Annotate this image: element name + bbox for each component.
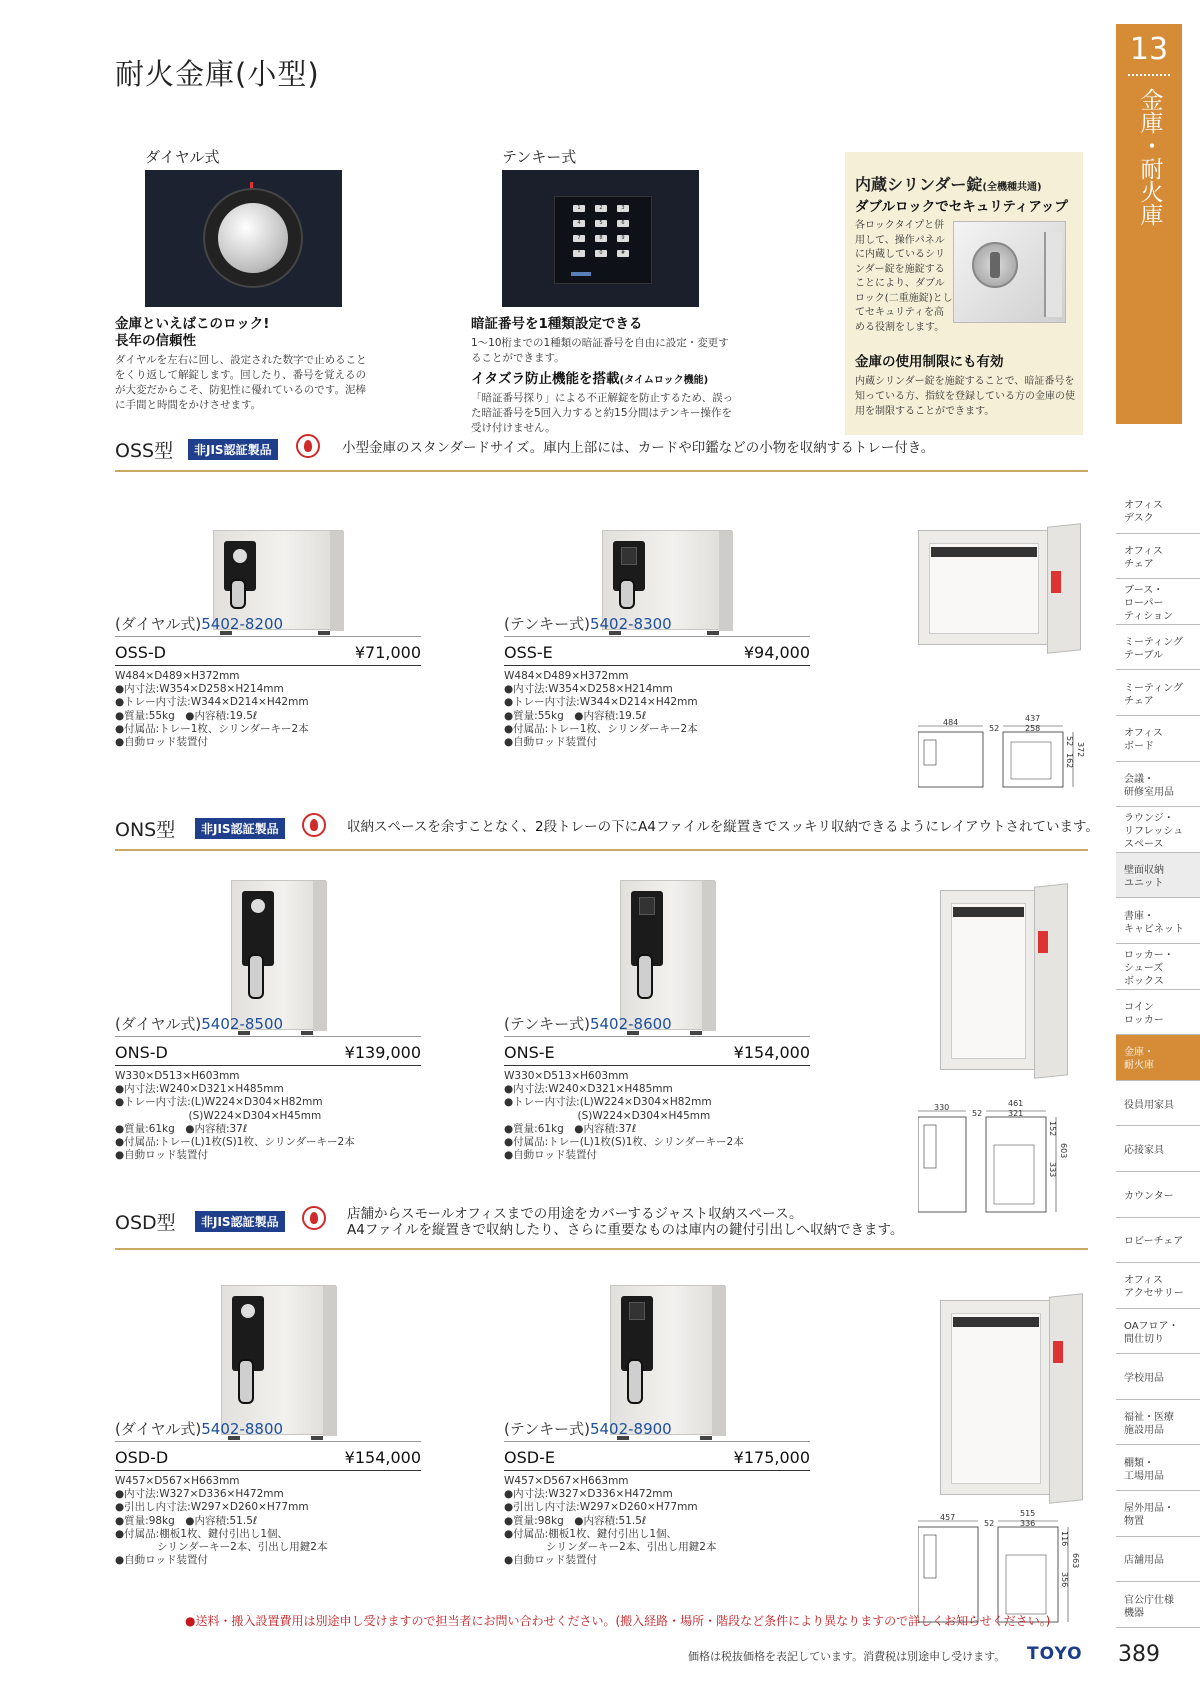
keypad-key: * <box>573 250 585 257</box>
dial-heading-2: 長年の信頼性 <box>115 333 196 349</box>
dimension-diagram <box>918 1099 1093 1225</box>
dim-top: 152 <box>1048 1121 1057 1137</box>
product-code-line <box>115 1013 421 1037</box>
certification-badge: 非JIS認証製品 <box>195 818 285 839</box>
lock-type: (ダイヤル式) <box>115 1420 202 1438</box>
product-code: 5402-8200 <box>201 615 284 633</box>
dial-lock-label: ダイヤル式 <box>145 148 220 166</box>
dim-height: 603 <box>1059 1143 1068 1159</box>
cylinder-body-2: 内蔵シリンダー錠を施錠することで、暗証番号を知っている方、指紋を登録している方の金庫の使用を制限することができます。 <box>855 376 1075 417</box>
handle-icon <box>230 579 246 609</box>
side-nav-item[interactable]: ロッカー・ シューズ ボックス <box>1116 944 1200 990</box>
safe-image <box>610 1285 725 1435</box>
price: ¥94,000 <box>743 643 810 662</box>
safe-image <box>221 1285 336 1435</box>
chapter-name: 金庫・耐火庫 <box>1136 88 1163 226</box>
shipping-note: ●送料・搬入設置費用は別途申し受けますので担当者にお問い合わせください。(搬入経路・場所・階段など条件により異なりますので詳しくお知らせください。) <box>185 1614 1051 1628</box>
dim-top: 52 <box>1065 736 1074 747</box>
price: ¥154,000 <box>733 1043 810 1062</box>
keypad-key: 9 <box>617 235 629 242</box>
dim-height: 663 <box>1071 1553 1080 1569</box>
dial-heading-1: 金庫といえばこのロック! <box>115 316 270 332</box>
side-nav-item[interactable]: オフィス アクセサリー <box>1116 1263 1200 1309</box>
page-title: 耐火金庫(小型) <box>115 57 320 91</box>
dial-icon <box>205 190 301 286</box>
handle-icon <box>238 1359 254 1404</box>
dim-inner-height: 162 <box>1065 753 1074 769</box>
keypad-key: 5 <box>595 220 607 227</box>
side-nav-item[interactable]: ロビーチェア <box>1116 1218 1200 1264</box>
price: ¥139,000 <box>344 1043 421 1062</box>
product-code-line <box>115 613 421 637</box>
section-description: 収納スペースを余すことなく、2段トレーの下にA4ファイルを縦置きでスッキリ収納できるようにレイアウトされています。 <box>347 819 1099 835</box>
product-code-line <box>504 1013 810 1037</box>
section-description: 店舗からスモールオフィスまでの用途をカバーするジャスト収納スペース。 A4ファイルを縦置きで収納したり、さらに重要なものは庫内の鍵付引出しへ収納できます。 <box>347 1206 904 1238</box>
handle-icon <box>619 579 635 609</box>
side-nav-item[interactable]: カウンター <box>1116 1172 1200 1218</box>
model-name: OSD-E <box>504 1448 555 1467</box>
cylinder-body-1: 各ロックタイプと併用して、操作パネルに内蔵しているシリンダー錠を施錠することにより、ダブルロック(二重施錠)としてセキュリティを高める役割をします。 <box>855 220 953 333</box>
dim-width: 330 <box>934 1103 950 1112</box>
keypad-key: 3 <box>617 205 629 212</box>
dim-depth: 515 <box>1020 1509 1036 1518</box>
section-description: 小型金庫のスタンダードサイズ。庫内上部には、カードや印鑑などの小物を収納するトレー付き。 <box>342 440 935 456</box>
product-code: 5402-8500 <box>201 1015 284 1033</box>
fireproof-icon <box>302 1206 326 1230</box>
certification-badge: 非JIS認証製品 <box>188 439 278 460</box>
side-nav-item[interactable]: 学校用品 <box>1116 1354 1200 1400</box>
keypad-key: 0 <box>595 250 607 257</box>
product-card <box>504 613 810 749</box>
side-nav-item[interactable]: OAフロア・ 間仕切り <box>1116 1309 1200 1355</box>
side-nav-item[interactable]: 棚類・ 工場用品 <box>1116 1445 1200 1491</box>
handle-icon <box>248 954 264 999</box>
name-price-row <box>504 1043 810 1066</box>
tenkey-body-2: 「暗証番号探り」による不正解錠を防止するため、誤った暗証番号を5回入力すると約15分間はテンキー操作を受け付けません。 <box>471 392 734 434</box>
dim-top: 116 <box>1060 1531 1069 1547</box>
side-nav-item[interactable]: 官公庁仕様 機器 <box>1116 1582 1200 1628</box>
product-code: 5402-8900 <box>589 1420 672 1438</box>
cylinder-title: 内蔵シリンダー錠(全機種共通) <box>855 175 1042 194</box>
side-nav-item[interactable]: 屋外用品・ 物置 <box>1116 1491 1200 1537</box>
name-price-row <box>115 643 421 666</box>
side-nav-item[interactable]: ラウンジ・ リフレッシュ スペース <box>1116 807 1200 853</box>
dim-inner-height: 333 <box>1048 1162 1057 1178</box>
model-name: ONS-E <box>504 1043 555 1062</box>
spec-list: W484×D489×H372mm ●内寸法:W354×D258×H214mm ●トレー内寸法:W344×D214×H42mm ●質量:55kg ●内容積:19.5ℓ ●付属品:トレー1枚、シリンダーキー2本 ●自動ロッド装置付 <box>115 670 309 749</box>
keypad-key: # <box>617 250 629 257</box>
keypad-key: 7 <box>573 235 585 242</box>
section-title: OSD型 <box>115 1212 176 1234</box>
dim-depth: 461 <box>1008 1099 1024 1108</box>
product-code: 5402-8600 <box>589 1015 672 1033</box>
lock-type: (テンキー式) <box>504 615 590 633</box>
lock-type: (ダイヤル式) <box>115 615 202 633</box>
safe-image <box>620 880 715 1030</box>
side-nav-item[interactable]: 店舗用品 <box>1116 1537 1200 1583</box>
product-code: 5402-8300 <box>589 615 672 633</box>
name-price-row <box>115 1043 421 1066</box>
section-divider <box>115 1248 1088 1250</box>
open-safe-image <box>940 890 1055 1070</box>
section-title: ONS型 <box>115 819 176 841</box>
product-code-line <box>504 613 810 637</box>
side-nav-item[interactable]: 福祉・医療 施設用品 <box>1116 1400 1200 1446</box>
chapter-divider <box>1128 74 1170 76</box>
product-card <box>115 1418 421 1567</box>
side-nav-item[interactable]: オフィス ボード <box>1116 716 1200 762</box>
tenkey-lock-photo <box>502 170 699 307</box>
product-card <box>504 1013 810 1162</box>
side-nav-item[interactable]: オフィス チェア <box>1116 534 1200 580</box>
price: ¥175,000 <box>733 1448 810 1467</box>
side-nav <box>1116 488 1200 1628</box>
dim-depth: 437 <box>1025 714 1041 723</box>
price: ¥154,000 <box>344 1448 421 1467</box>
tenkey-lock-label: テンキー式 <box>502 148 577 166</box>
dim-inner-depth: 336 <box>1020 1519 1036 1528</box>
dim-depth-offset: 52 <box>972 1109 983 1118</box>
open-safe-image <box>940 1300 1070 1495</box>
keypad-key: 6 <box>617 220 629 227</box>
dimension-drawing <box>918 1105 1093 1225</box>
dial-body: ダイヤルを左右に回し、設定された数字で止めることをくり返して解錠します。回したり、番号を覚えるのが大変だからこそ、防犯性に優れているのです。泥棒に手間と時間をかけさせます。 <box>115 354 367 411</box>
section-divider <box>115 470 1088 472</box>
spec-list: W457×D567×H663mm ●内寸法:W327×D336×H472mm ●引出し内寸法:W297×D260×H77mm ●質量:98kg ●内容積:51.5ℓ ●付属品:棚板1枚、鍵付引出し1個、 シリンダーキー2本、引出し用鍵2本 ●自動ロッド装置付 <box>504 1475 717 1567</box>
dial-mark-icon <box>250 182 253 190</box>
cylinder-heading-1: ダブルロックでセキュリティアップ <box>855 199 1068 215</box>
dim-height: 372 <box>1076 742 1085 758</box>
tax-note: 価格は税抜価格を表記しています。消費税は別途申し受けます。 <box>688 1650 1006 1663</box>
keypad-key: 8 <box>595 235 607 242</box>
side-nav-item[interactable]: オフィス デスク <box>1116 488 1200 534</box>
side-nav-item[interactable]: 書庫・ キャビネット <box>1116 898 1200 944</box>
fireproof-icon <box>296 434 320 458</box>
tenkey-body-1: 1〜10桁までの1種類の暗証番号を自由に設定・変更することができます。 <box>471 337 729 364</box>
side-nav-item[interactable]: ミーティング チェア <box>1116 670 1200 716</box>
section-divider <box>115 849 1088 851</box>
keypad-key: 2 <box>595 205 607 212</box>
safe-image <box>231 880 326 1030</box>
cylinder-heading-2: 金庫の使用制限にも有効 <box>855 354 1004 370</box>
cylinder-lock-photo <box>953 221 1066 323</box>
model-name: OSD-D <box>115 1448 169 1467</box>
spec-list: W330×D513×H603mm ●内寸法:W240×D321×H485mm ●トレー内寸法:(L)W224×D304×H82mm (S)W224×D304×H45mm ●質量:61kg ●内容積:37ℓ ●付属品:トレー(L)1枚(S)1枚、シリンダーキー2本 ●自動ロッド装置付 <box>115 1070 355 1162</box>
product-card <box>115 1013 421 1162</box>
handle-icon <box>627 1359 643 1404</box>
price: ¥71,000 <box>354 643 421 662</box>
spec-list: W484×D489×H372mm ●内寸法:W354×D258×H214mm ●トレー内寸法:W344×D214×H42mm ●質量:55kg ●内容積:19.5ℓ ●付属品:トレー1枚、シリンダーキー2本 ●自動ロッド装置付 <box>504 670 698 749</box>
side-nav-item[interactable]: 応接家具 <box>1116 1126 1200 1172</box>
open-safe-image <box>918 530 1068 645</box>
dim-inner-depth: 258 <box>1025 724 1041 733</box>
side-nav-item[interactable]: 壁面収納 ユニット <box>1116 853 1200 899</box>
product-card <box>115 613 421 749</box>
dim-inner-height: 356 <box>1060 1572 1069 1588</box>
keypad-key: 1 <box>573 205 585 212</box>
lock-type: (テンキー式) <box>504 1420 590 1438</box>
model-name: OSS-E <box>504 643 553 662</box>
lock-type: (ダイヤル式) <box>115 1015 202 1033</box>
product-card <box>504 1418 810 1567</box>
dim-depth-offset: 52 <box>989 724 1000 733</box>
side-nav-item[interactable]: 会議・ 研修室用品 <box>1116 762 1200 808</box>
side-nav-item[interactable]: ブース・ ローパー ティション <box>1116 579 1200 625</box>
dim-width: 457 <box>940 1513 956 1522</box>
name-price-row <box>115 1448 421 1471</box>
keypad-key: 4 <box>573 220 585 227</box>
keypad-icon <box>554 196 652 284</box>
side-nav-item[interactable]: コイン ロッカー <box>1116 990 1200 1036</box>
section-title: OSS型 <box>115 440 174 462</box>
dim-width: 484 <box>943 718 959 727</box>
tenkey-heading-1: 暗証番号を1種類設定できる <box>471 316 643 332</box>
dim-inner-depth: 321 <box>1008 1109 1024 1118</box>
model-name: ONS-D <box>115 1043 168 1062</box>
tenkey-heading-2: イタズラ防止機能を搭載(タイムロック機能) <box>471 371 709 387</box>
handle-icon <box>637 954 653 999</box>
name-price-row <box>504 1448 810 1471</box>
product-code: 5402-8800 <box>201 1420 284 1438</box>
certification-badge: 非JIS認証製品 <box>195 1211 285 1232</box>
brand-logo: TOYO <box>1027 1644 1083 1664</box>
lock-type: (テンキー式) <box>504 1015 590 1033</box>
dim-depth-offset: 52 <box>984 1519 995 1528</box>
spec-list: W330×D513×H603mm ●内寸法:W240×D321×H485mm ●トレー内寸法:(L)W224×D304×H82mm (S)W224×D304×H45mm ●質量:61kg ●内容積:37ℓ ●付属品:トレー(L)1枚(S)1枚、シリンダーキー2本 ●自動ロッド装置付 <box>504 1070 744 1162</box>
page-number: 389 <box>1118 1642 1160 1667</box>
fireproof-icon <box>302 813 326 837</box>
dial-lock-photo <box>145 170 342 307</box>
side-nav-item[interactable]: 金庫・ 耐火庫 <box>1116 1035 1200 1081</box>
chapter-number: 13 <box>1129 32 1169 67</box>
product-code-line <box>504 1418 810 1442</box>
side-nav-item[interactable]: 役員用家具 <box>1116 1081 1200 1127</box>
side-nav-item[interactable]: ミーティング テーブル <box>1116 625 1200 671</box>
spec-list: W457×D567×H663mm ●内寸法:W327×D336×H472mm ●引出し内寸法:W297×D260×H77mm ●質量:98kg ●内容積:51.5ℓ ●付属品:棚板1枚、鍵付引出し1個、 シリンダーキー2本、引出し用鍵2本 ●自動ロッド装置付 <box>115 1475 328 1567</box>
name-price-row <box>504 643 810 666</box>
product-code-line <box>115 1418 421 1442</box>
model-name: OSS-D <box>115 643 166 662</box>
